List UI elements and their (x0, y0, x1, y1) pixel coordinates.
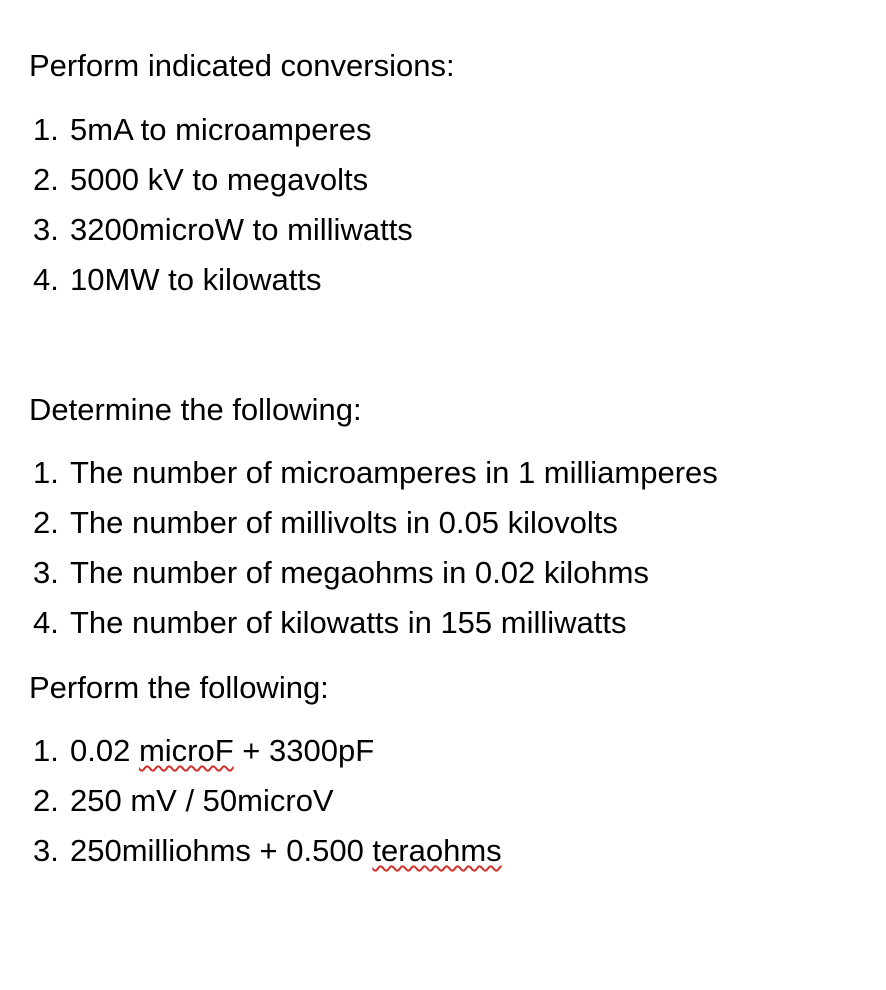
list-item (33, 162, 853, 212)
list-item (33, 555, 853, 605)
item-text-pre: 250milliohms + 0.500 (70, 833, 373, 868)
item-text: The number of kilowatts in 155 milliwatts (70, 605, 627, 640)
item-text: 10MW to kilowatts (70, 262, 322, 297)
item-text: The number of millivolts in 0.05 kilovolts (70, 505, 618, 540)
item-text-post: + 3300pF (233, 733, 375, 768)
item-number: 3. (33, 555, 59, 590)
item-text: 5000 kV to megavolts (70, 162, 369, 197)
list-item (33, 505, 853, 555)
item-text: The number of megaohms in 0.02 kilohms (70, 555, 649, 590)
list-item (33, 733, 853, 783)
item-number: 2. (33, 783, 59, 818)
section-heading: Perform indicated conversions: (29, 48, 455, 83)
section-heading: Determine the following: (29, 392, 362, 427)
item-text-pre: 0.02 (70, 733, 139, 768)
item-text: 250 mV / 50microV (70, 783, 334, 818)
section-conversions (29, 48, 869, 84)
conversions-list (33, 112, 853, 312)
section-heading: Perform the following: (29, 670, 329, 705)
item-number: 1. (33, 455, 59, 490)
item-text: 5mA to microamperes (70, 112, 372, 147)
list-item (33, 783, 853, 833)
item-number: 4. (33, 605, 59, 640)
item-number: 4. (33, 262, 59, 297)
spellcheck-flagged-word[interactable]: teraohms (372, 833, 502, 868)
item-number: 2. (33, 505, 59, 540)
list-item (33, 605, 853, 655)
item-number: 1. (33, 733, 59, 768)
perform-list (33, 733, 853, 883)
item-number: 3. (33, 212, 59, 247)
item-text: The number of microamperes in 1 milliamperes (70, 455, 718, 490)
item-text: 3200microW to milliwatts (70, 212, 413, 247)
item-text (70, 733, 374, 769)
list-item (33, 112, 853, 162)
section-perform (29, 670, 869, 706)
item-number: 2. (33, 162, 59, 197)
item-number: 3. (33, 833, 59, 868)
determine-list (33, 455, 853, 655)
section-determine (29, 392, 869, 428)
list-item (33, 262, 853, 312)
item-number: 1. (33, 112, 59, 147)
spellcheck-flagged-word[interactable]: microF (138, 733, 234, 768)
list-item (33, 212, 853, 262)
list-item (33, 833, 853, 883)
item-text (70, 833, 502, 869)
list-item (33, 455, 853, 505)
